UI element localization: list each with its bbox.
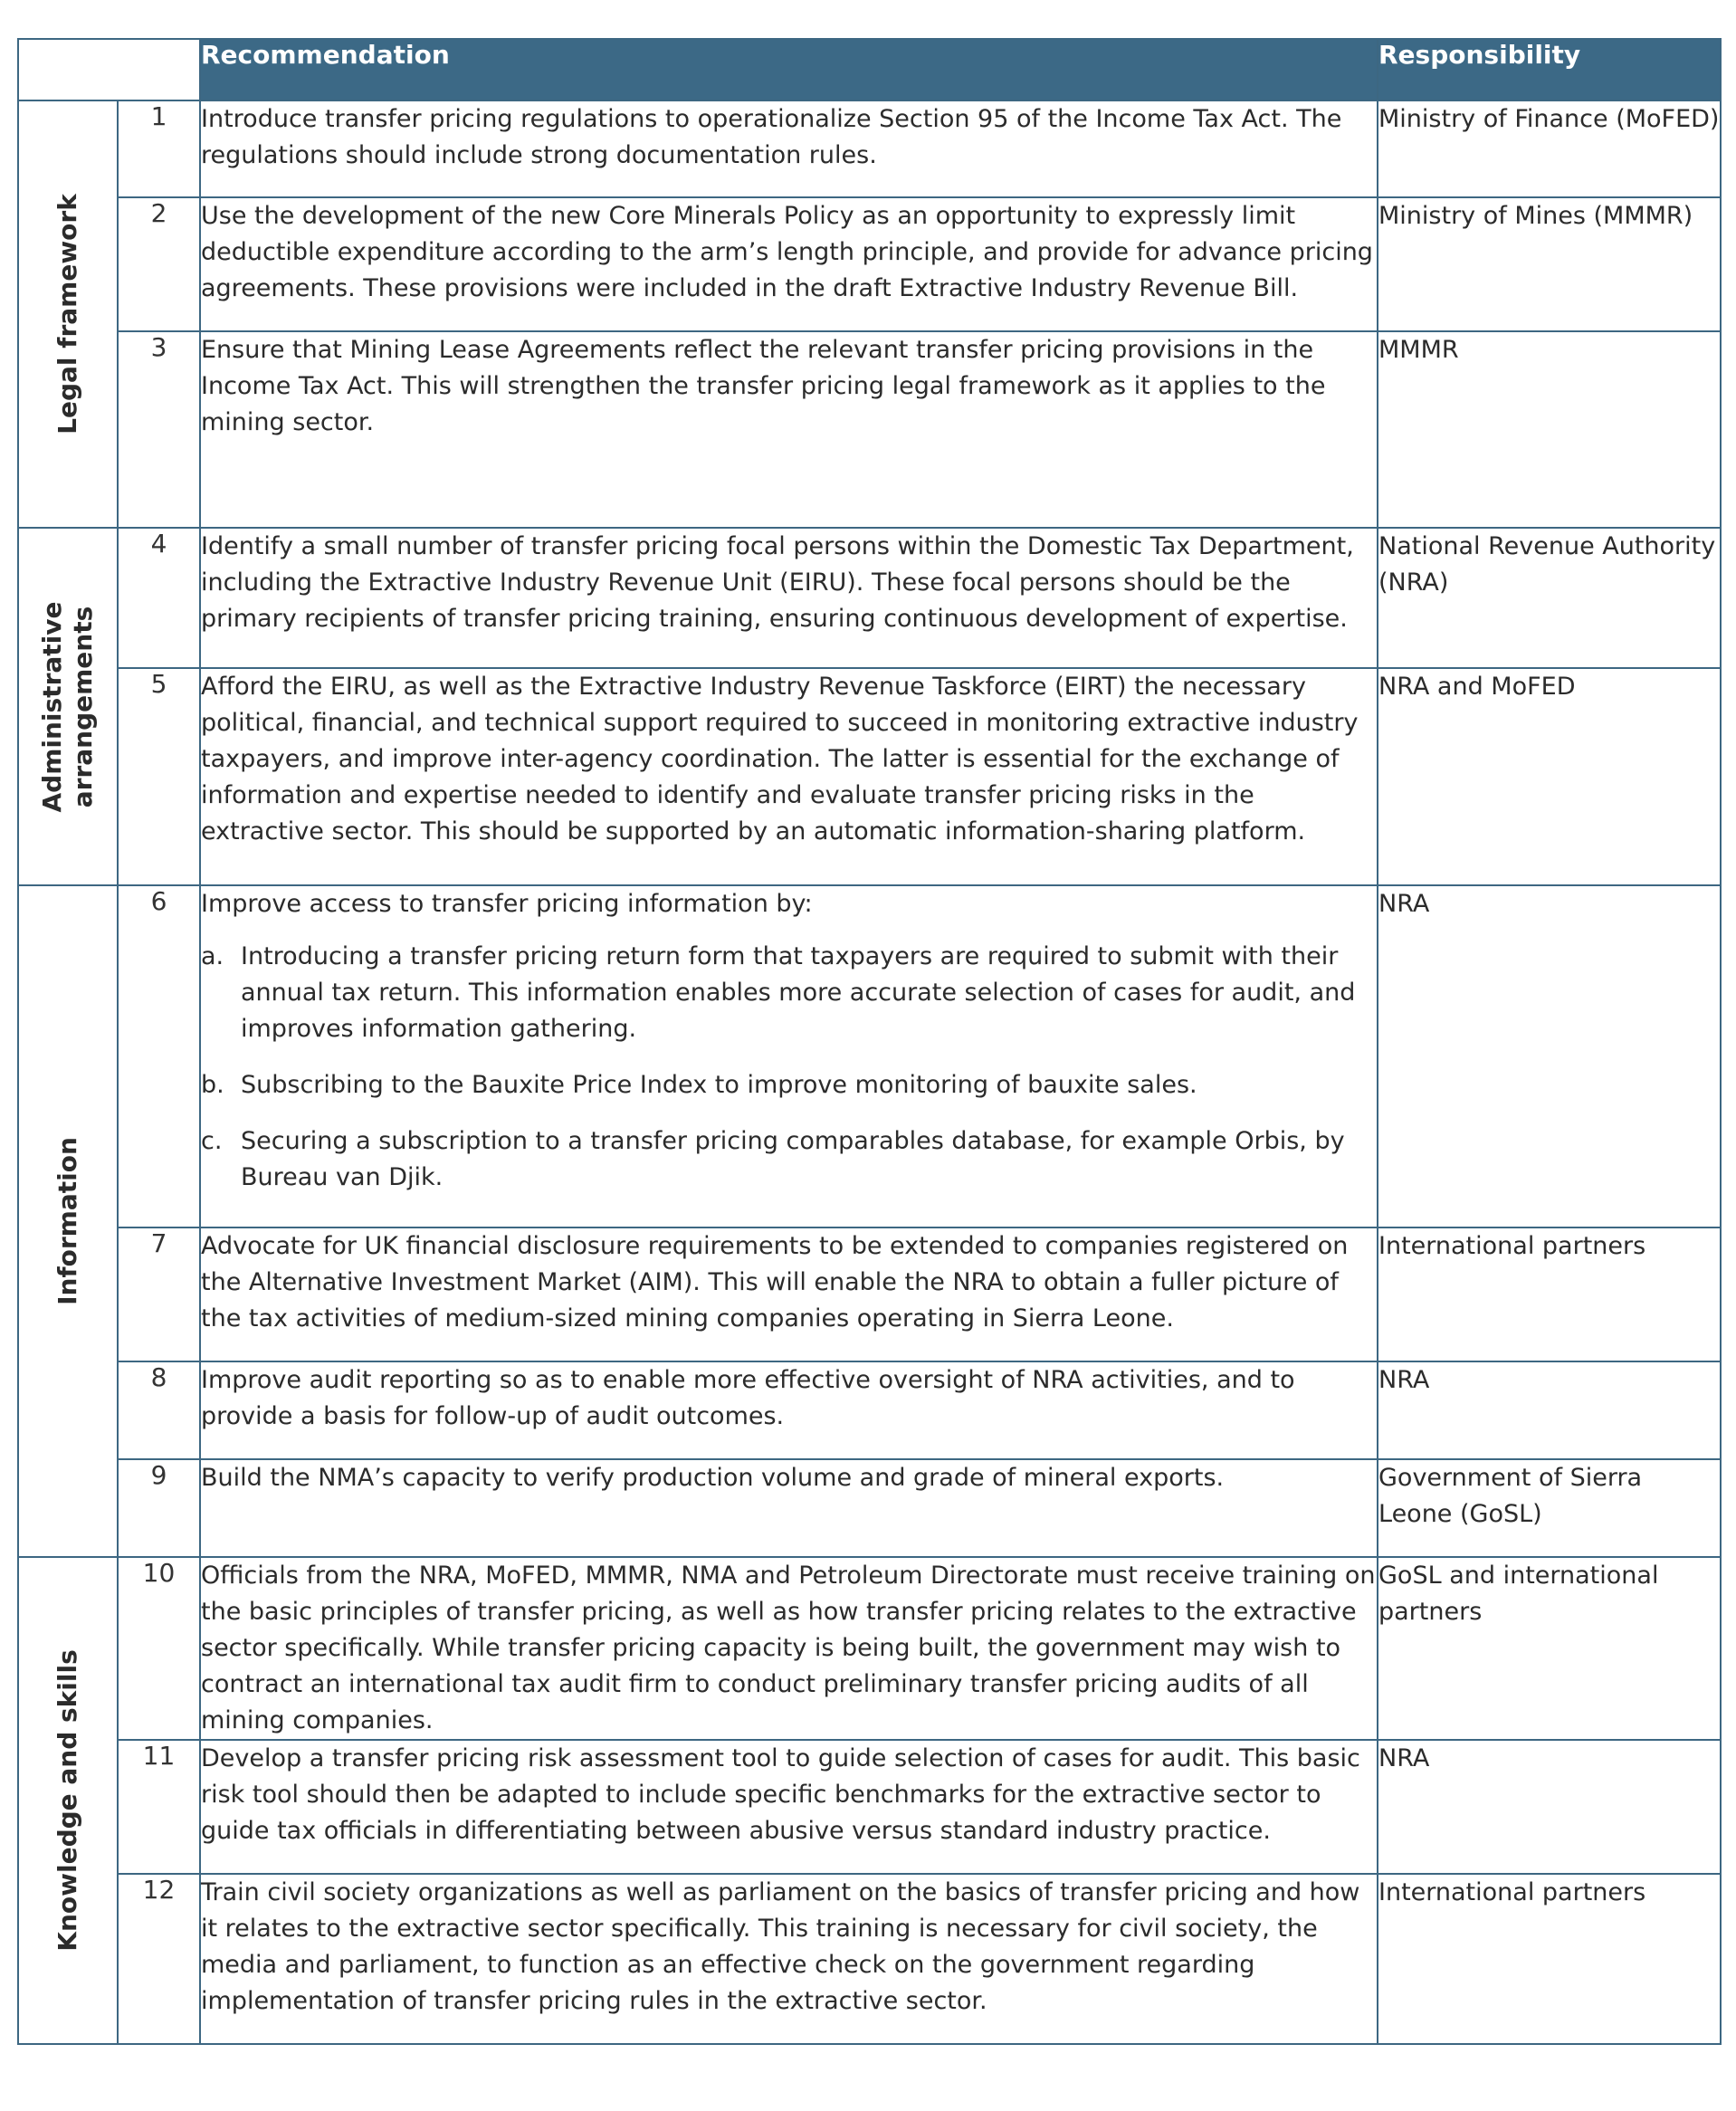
responsibility-cell: GoSL and international partners [1378, 1557, 1721, 1740]
group-label: Information [52, 1137, 82, 1305]
recommendation-cell: Identify a small number of transfer pricing focal persons within the Domestic Tax Department, including the Extractive Industry Revenue Unit (EIRU). These focal persons should be the primary recipients of transfer pricing training, ensuring continuous development of expertise. [200, 528, 1378, 668]
recommendation-cell: Develop a transfer pricing risk assessment tool to guide selection of cases for audit. This basic risk tool should then be adapted to include specific benchmarks for the extractive sector to guide tax officials in differentiating between abusive versus standard industry practice. [200, 1740, 1378, 1874]
recommendation-cell: Ensure that Mining Lease Agreements reflect the relevant transfer pricing provisions in the Income Tax Act. This will strengthen the transfer pricing legal framework as it applies to the mining sector. [200, 331, 1378, 528]
recommendations-table [17, 38, 1722, 2045]
list-item [201, 1067, 1377, 1103]
table-row [18, 668, 1721, 885]
row-number: 1 [118, 100, 200, 197]
list-item-text: Subscribing to the Bauxite Price Index to improve monitoring of bauxite sales. [241, 1071, 1197, 1099]
header-blank-cell [18, 39, 200, 100]
table-row [18, 100, 1721, 197]
list-item [201, 1123, 1377, 1196]
responsibility-cell: International partners [1378, 1874, 1721, 2044]
row-number: 8 [118, 1361, 200, 1459]
table-row [18, 885, 1721, 1227]
list-item [201, 939, 1377, 1047]
table-row [18, 1740, 1721, 1874]
recommendation-intro: Improve access to transfer pricing information by: [201, 890, 813, 918]
responsibility-cell: Government of Sierra Leone (GoSL) [1378, 1459, 1721, 1557]
table-row [18, 331, 1721, 528]
row-number: 5 [118, 668, 200, 885]
group-legal-framework [18, 100, 118, 528]
recommendation-cell: Officials from the NRA, MoFED, MMMR, NMA and Petroleum Directorate must receive training on the basic principles of transfer pricing, as well as how transfer pricing relates to the extractive sector specifically. While transfer pricing capacity is being built, the government may wish to contract an international tax audit firm to conduct preliminary transfer pricing audits of all mining companies. [200, 1557, 1378, 1740]
row-number: 12 [118, 1874, 200, 2044]
list-item-letter: a. [201, 942, 224, 970]
responsibility-cell: National Revenue Authority (NRA) [1378, 528, 1721, 668]
row-number: 6 [118, 885, 200, 1227]
group-label-line-1: Administrative [37, 601, 67, 812]
row-number: 10 [118, 1557, 200, 1740]
list-item-text: Introducing a transfer pricing return form that taxpayers are required to submit with their annual tax return. This information enables more accurate selection of cases for audit, and improves information gathering. [241, 942, 1356, 1043]
table-row [18, 1459, 1721, 1557]
responsibility-cell: NRA and MoFED [1378, 668, 1721, 885]
list-item-letter: c. [201, 1127, 223, 1155]
group-label [37, 601, 99, 812]
recommendation-cell: Train civil society organizations as well as parliament on the basics of transfer pricing and how it relates to the extractive sector specifically. This training is necessary for civil society, the media and parliament, to function as an effective check on the government regarding implementation of transfer pricing rules in the extractive sector. [200, 1874, 1378, 2044]
responsibility-cell: NRA [1378, 1740, 1721, 1874]
responsibility-cell: NRA [1378, 1361, 1721, 1459]
recommendation-cell: Advocate for UK financial disclosure requirements to be extended to companies registered on the Alternative Investment Market (AIM). This will enable the NRA to obtain a fuller picture of the tax activities of medium-sized mining companies operating in Sierra Leone. [200, 1227, 1378, 1361]
group-administrative-arrangements [18, 528, 118, 885]
table-row [18, 1361, 1721, 1459]
table-row [18, 1557, 1721, 1740]
table-row [18, 1874, 1721, 2044]
row-number: 2 [118, 197, 200, 331]
group-label-line-2: arrangements [68, 606, 98, 807]
list-item-letter: b. [201, 1071, 224, 1099]
header-recommendation: Recommendation [200, 39, 1378, 100]
recommendation-cell: Use the development of the new Core Minerals Policy as an opportunity to expressly limit deductible expenditure according to the arm’s length principle, and provide for advance pricing agreements. These provisions were included in the draft Extractive Industry Revenue Bill. [200, 197, 1378, 331]
responsibility-cell: Ministry of Finance (MoFED) [1378, 100, 1721, 197]
row-number: 3 [118, 331, 200, 528]
header-responsibility: Responsibility [1378, 39, 1721, 100]
responsibility-cell: MMMR [1378, 331, 1721, 528]
row-number: 4 [118, 528, 200, 668]
row-number: 7 [118, 1227, 200, 1361]
responsibility-cell: Ministry of Mines (MMMR) [1378, 197, 1721, 331]
list-item-text: Securing a subscription to a transfer pricing comparables database, for example Orbis, by Bureau van Djik. [241, 1127, 1345, 1191]
table-row [18, 528, 1721, 668]
group-label: Knowledge and skills [52, 1649, 82, 1952]
header-row [18, 39, 1721, 100]
responsibility-cell: NRA [1378, 885, 1721, 1227]
recommendation-cell: Introduce transfer pricing regulations to operationalize Section 95 of the Income Tax Act. The regulations should include strong documentation rules. [200, 100, 1378, 197]
group-information [18, 885, 118, 1557]
table-row [18, 1227, 1721, 1361]
row-number: 9 [118, 1459, 200, 1557]
recommendation-cell: Build the NMA’s capacity to verify production volume and grade of mineral exports. [200, 1459, 1378, 1557]
group-label: Legal framework [52, 194, 82, 435]
responsibility-cell: International partners [1378, 1227, 1721, 1361]
recommendation-cell: Afford the EIRU, as well as the Extractive Industry Revenue Taskforce (EIRT) the necessary political, financial, and technical support required to succeed in monitoring extractive industry taxpayers, and improve inter-agency coordination. The latter is essential for the exchange of information and expertise needed to identify and evaluate transfer pricing risks in the extractive sector. This should be supported by an automatic information-sharing platform. [200, 668, 1378, 885]
table-row [18, 197, 1721, 331]
recommendation-cell [200, 885, 1378, 1227]
row-number: 11 [118, 1740, 200, 1874]
group-knowledge-and-skills [18, 1557, 118, 2044]
recommendation-cell: Improve audit reporting so as to enable more effective oversight of NRA activities, and to provide a basis for follow-up of audit outcomes. [200, 1361, 1378, 1459]
